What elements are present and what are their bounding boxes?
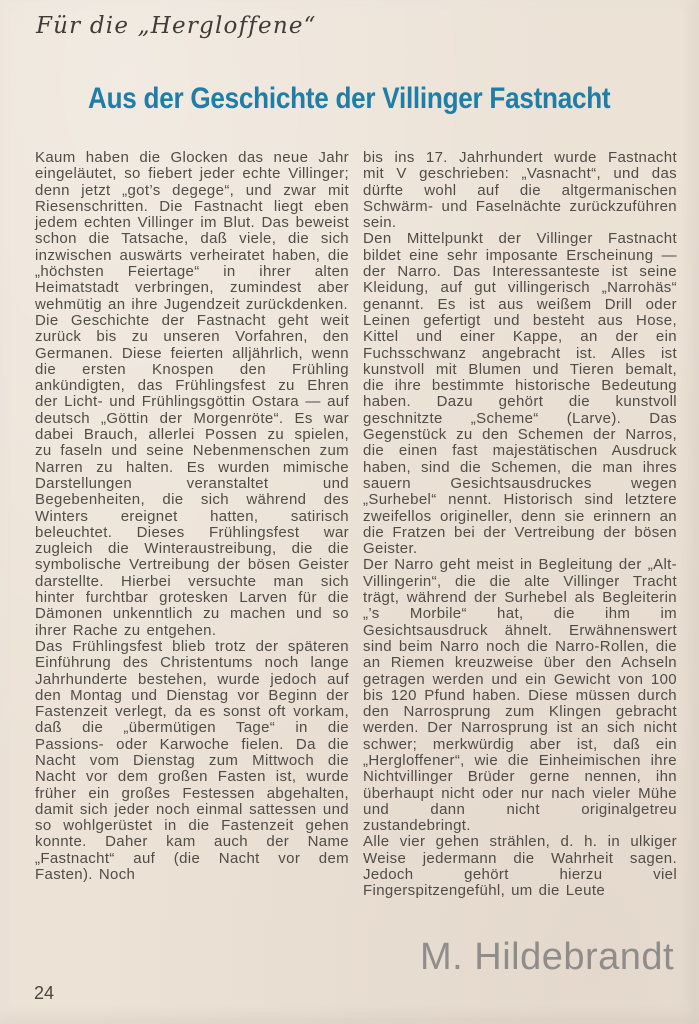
paragraph: Kaum haben die Glocken das neue Jahr eingeläutet, so fiebert jeder echte Villinger; denn jetzt „got’s degege“, und zwar mit Riesenschritten. Die Fastnacht liegt eben jedem echten Villinger im Blut. Das beweist schon die Tatsache, daß viele, die sich inzwischen auswärts verheiratet haben, die „höchsten Feiertage“ in ihrer alten Heimatstadt verbringen, zumindest aber wehmütig an ihre Jugendzeit zurückdenken. (35, 149, 349, 313)
article-title-text: Aus der Geschichte der Villinger Fastnacht (88, 82, 611, 115)
article-title (0, 82, 699, 116)
paragraph: Den Mittelpunkt der Villinger Fastnacht bildet eine sehr imposante Erscheinung — der Narro. Das Interessanteste ist seine Kleidung, auf gut villingerisch „Narrohäs“ genannt. Es ist aus weißem Drill oder Leinen gefertigt und besteht aus Hose, Kittel und einer Kappe, an der ein Fuchsschwanz angebracht ist. Alles ist kunstvoll mit Blumen und Tieren bemalt, die ihre bestimmte historische Bedeutung haben. Dazu gehört die kunstvoll geschnitzte „Scheme“ (Larve). Das Gegenstück zu den Schemen der Narros, die einen fast majestätischen Ausdruck haben, sind die Schemen, die man ihres sauern Gesichtsausdruckes wegen „Surhebel“ nennt. Historisch sind letztere zweifellos origineller, denn sie erinnern an die Fratzen bei der Vertreibung der bösen Geister. (363, 230, 677, 558)
paragraph: Die Geschichte der Fastnacht geht weit zurück bis zu unseren Vorfahren, den Germanen. Diese feierten alljährlich, wenn die ersten Knospen den Frühling ankündigten, das Frühlingsfest zu Ehren der Licht- und Frühlingsgöttin Ostara — auf deutsch „Göttin der Morgenröte“. Es war dabei Brauch, allerlei Possen zu spielen, zu faseln und seine Nebenmenschen zum Narren zu halten. Es wurden mimische Darstellungen veranstaltet und Begebenheiten, die sich während des Winters ereignet hatten, satirisch beleuchtet. Dieses Frühlingsfest war zugleich die Winteraustreibung, die die symbolische Vertreibung der bösen Geister darstellte. Hierbei versuchte man sich hinter furchtbar grotesken Larven für die Dämonen unkenntlich zu machen und so ihrer Rache zu entgehen. (35, 311, 349, 639)
paragraph: bis ins 17. Jahrhundert wurde Fastnacht mit V geschrieben: „Vasnacht“, und das dürfte wohl auf die altgermanischen Schwärm- und Faselnächte zurückzuführen sein. (363, 149, 677, 232)
page-number: 24 (34, 983, 55, 1003)
article-body (35, 150, 677, 900)
left-column (35, 150, 349, 900)
dedication-script: Für die „Hergloffene“ (36, 13, 317, 39)
paragraph: Alle vier gehen strählen, d. h. in ulkiger Weise jedermann die Wahrheit sagen. Jedoch gehört hierzu viel Fingerspitzengefühl, um die Leute (363, 833, 677, 900)
paragraph: Das Frühlingsfest blieb trotz der späteren Einführung des Christentums noch lange Jahrhunderte bestehen, wurde jedoch auf den Montag und Dienstag vor Beginn der Fastenzeit verlegt, da es sonst oft vorkam, daß die „übermütigen Tage“ in die Passions- oder Karwoche fielen. Da die Nacht vom Dienstag zum Mittwoch die Nacht vor dem großen Fasten ist, wurde früher ein großes Festessen abgehalten, damit sich jeder noch einmal sattessen und so wohlgerüstet in die Fastenzeit gehen konnte. Daher kam auch der Name „Fastnacht“ auf (die Nacht vor dem Fasten). Noch (35, 637, 349, 884)
right-column (363, 150, 677, 900)
photographer-watermark: M. Hildebrandt (420, 936, 675, 978)
paragraph: Der Narro geht meist in Begleitung der „Alt-Villingerin“, die die alte Villinger Tracht trägt, während der Surhebel als Begleiterin „’s Morbile“ hat, die ihm im Gesichtsausdruck ähnelt. Erwähnenswert sind beim Narro noch die Narro-Rollen, die an Riemen kreuzweise über den Achseln getragen werden und ein Gewicht von 100 bis 120 Pfund haben. Diese müssen durch den Narrosprung zum Klingen gebracht werden. Der Narrosprung ist an sich nicht schwer; merkwürdig aber ist, daß ein „Hergloffener“, wie die Einheimischen ihre Nichtvillinger Brüder gerne nennen, ihn überhaupt nicht oder nur nach vieler Mühe und dann nicht originalgetreu zustandebringt. (363, 556, 677, 835)
